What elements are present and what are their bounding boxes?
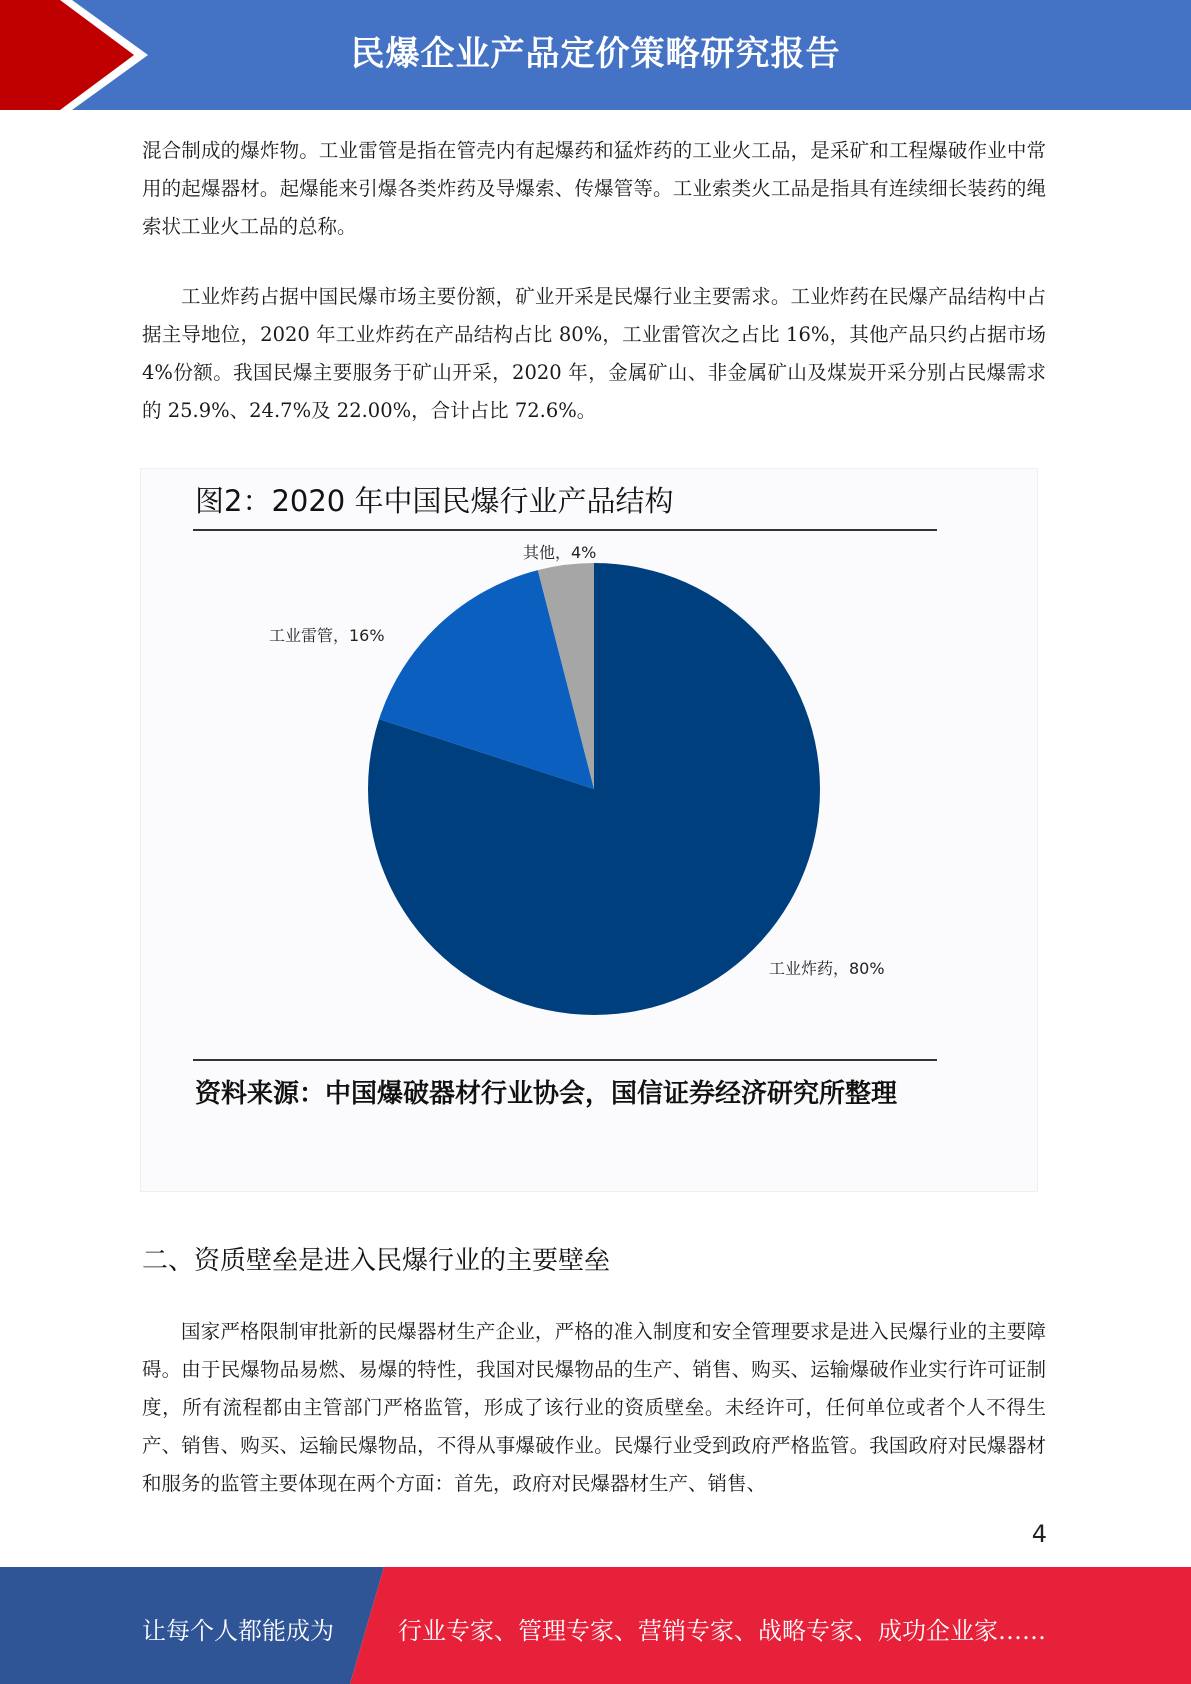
footer-slogan-right: 行业专家、管理专家、营销专家、战略专家、成功企业家…… — [398, 1617, 1046, 1645]
pie-chart — [141, 469, 1037, 1069]
figure-title: 图2：2020 年中国民爆行业产品结构 — [195, 484, 674, 518]
pie-label-other: 其他，4% — [523, 543, 597, 562]
pie-label-detonators: 工业雷管，16% — [269, 626, 385, 645]
page-footer — [0, 1567, 1191, 1684]
document-title: 民爆企业产品定价策略研究报告 — [350, 34, 841, 74]
paragraph-qualification-barrier: 国家严格限制审批新的民爆器材生产企业，严格的准入制度和安全管理要求是进入民爆行业的主要障碍。由于民爆物品易燃、易爆的特性，我国对民爆物品的生产、销售、购买、运输爆破作业实行许可证制度，所有流程都由主管部门严格监管，形成了该行业的资质壁垒。未经许可，任何单位或者个人不得生产、销售、购买、运输民爆物品，不得从事爆破作业。民爆行业受到政府严格监管。我国政府对民爆器材和服务的监管主要体现在两个方面：首先，政府对民爆器材生产、销售、 — [142, 1320, 1046, 1495]
pie-label-explosives: 工业炸药，80% — [769, 959, 885, 978]
paragraph-intro-continued: 混合制成的爆炸物。工业雷管是指在管壳内有起爆药和猛炸药的工业火工品，是采矿和工程爆破作业中常用的起爆器材。起爆能来引爆各类炸药及导爆索、传爆管等。工业索类火工品是指具有连续细长装药的绳索状工业火工品的总称。 — [142, 139, 1046, 238]
figure-source: 资料来源：中国爆破器材行业协会，国信证券经济研究所整理 — [195, 1079, 898, 1109]
figure-bottom-rule — [193, 1059, 937, 1061]
page-number: 4 — [1031, 1520, 1047, 1548]
section-heading: 二、资质壁垒是进入民爆行业的主要壁垒 — [142, 1246, 611, 1276]
footer-slogan-left: 让每个人都能成为 — [142, 1617, 334, 1645]
page-header — [0, 0, 1191, 110]
figure-product-structure — [140, 468, 1038, 1192]
paragraph-market-share: 工业炸药占据中国民爆市场主要份额，矿业开采是民爆行业主要需求。工业炸药在民爆产品结构中占据主导地位，2020 年工业炸药在产品结构占比 80%，工业雷管次之占比 16%，其他产品只约占据市场 4%份额。我国民爆主要服务于矿山开采，2020 年，金属矿山、非金属矿山及煤炭开采分别占民爆需求的 25.9%、24.7%及 22.00%，合计占比 72.6%。 — [142, 285, 1046, 422]
